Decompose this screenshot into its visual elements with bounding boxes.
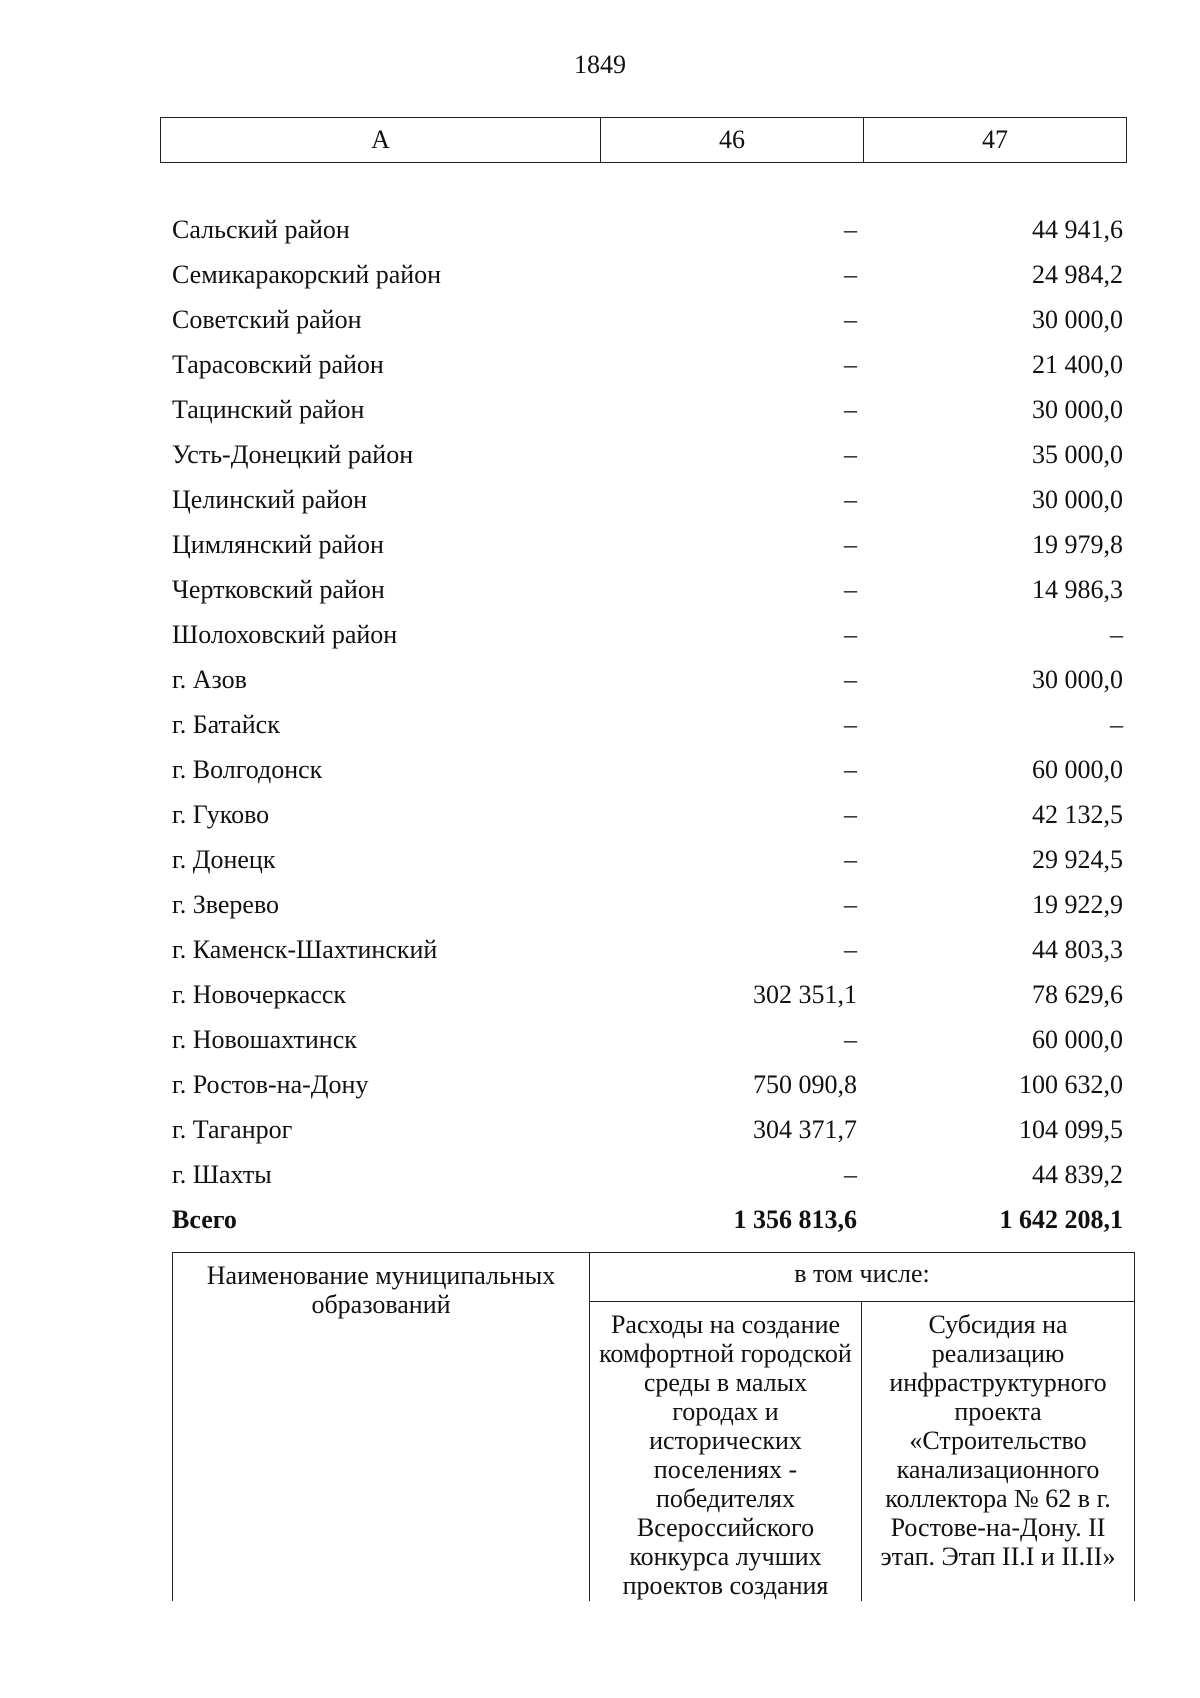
data-rows xyxy=(0,209,1200,1244)
value-col-46: – xyxy=(844,530,857,559)
value-col-46: – xyxy=(844,1025,857,1054)
value-col-47: 1 642 208,1 xyxy=(999,1205,1123,1234)
header-including: в том числе: xyxy=(590,1253,1135,1302)
value-col-46: – xyxy=(844,935,857,964)
value-col-46: – xyxy=(844,440,857,469)
value-col-47: 19 922,9 xyxy=(1032,890,1123,919)
table-row xyxy=(0,1064,1200,1109)
table-row xyxy=(0,299,1200,344)
value-col-46: 750 090,8 xyxy=(753,1070,857,1099)
value-col-47: 44 839,2 xyxy=(1032,1160,1123,1189)
municipality-name: г. Новошахтинск xyxy=(172,1025,357,1054)
value-col-47: 100 632,0 xyxy=(1019,1070,1123,1099)
municipality-name: г. Зверево xyxy=(172,890,280,919)
total-row xyxy=(0,1199,1200,1244)
municipality-name: г. Батайск xyxy=(172,710,280,739)
value-col-47: 30 000,0 xyxy=(1032,395,1123,424)
value-col-47: 35 000,0 xyxy=(1032,440,1123,469)
value-col-46: 302 351,1 xyxy=(753,980,857,1009)
header-col1-text: Расходы на создание комфортной городской среды в малых городах и исторических поселениях - победителях Всероссийского конкурса лучших проектов создания xyxy=(599,1310,852,1601)
table-row xyxy=(0,1109,1200,1154)
value-col-46: – xyxy=(844,575,857,604)
page-number: 1849 xyxy=(574,50,626,79)
value-col-47: 44 803,3 xyxy=(1032,935,1123,964)
table-row xyxy=(0,524,1200,569)
table-row xyxy=(0,209,1200,254)
header-col2-text: Субсидия на реализацию инфраструктурного проекта «Строительство канализационного коллектора № 62 в г. Ростове-на-Дону. II этап. Этап II.I и II.II» xyxy=(880,1310,1116,1572)
header-comfortable-environment-expenses xyxy=(590,1302,862,1601)
value-col-46: – xyxy=(844,1160,857,1189)
repeated-table-header xyxy=(172,1252,1135,1601)
municipality-name: г. Гуково xyxy=(172,800,270,829)
table-row xyxy=(0,479,1200,524)
table-row xyxy=(0,929,1200,974)
table-row xyxy=(0,749,1200,794)
value-col-46: – xyxy=(844,260,857,289)
value-col-47: 44 941,6 xyxy=(1032,215,1123,244)
table-row xyxy=(0,434,1200,479)
value-col-47: 30 000,0 xyxy=(1032,485,1123,514)
value-col-47: 60 000,0 xyxy=(1032,1025,1123,1054)
value-col-47: 104 099,5 xyxy=(1019,1115,1123,1144)
value-col-47: – xyxy=(1110,620,1123,649)
value-col-46: – xyxy=(844,890,857,919)
table-row xyxy=(0,1019,1200,1064)
municipality-name: г. Новочеркасск xyxy=(172,980,347,1009)
municipality-name: г. Донецк xyxy=(172,845,276,874)
municipality-name: г. Каменск-Шахтинский xyxy=(172,935,438,964)
municipality-name: Цимлянский район xyxy=(172,530,384,559)
table-row xyxy=(0,254,1200,299)
value-col-46: – xyxy=(844,395,857,424)
municipality-name: Семикаракорский район xyxy=(172,260,442,289)
value-col-46: – xyxy=(844,350,857,379)
value-col-46: – xyxy=(844,305,857,334)
value-col-47: 19 979,8 xyxy=(1032,530,1123,559)
value-col-47: 42 132,5 xyxy=(1032,800,1123,829)
value-col-47: 30 000,0 xyxy=(1032,305,1123,334)
value-col-47: 30 000,0 xyxy=(1032,665,1123,694)
value-col-47: 78 629,6 xyxy=(1032,980,1123,1009)
table-row xyxy=(0,389,1200,434)
value-col-47: 14 986,3 xyxy=(1032,575,1123,604)
municipality-name: г. Азов xyxy=(172,665,247,694)
value-col-46: 1 356 813,6 xyxy=(733,1205,857,1234)
value-col-46: – xyxy=(844,215,857,244)
value-col-47: 24 984,2 xyxy=(1032,260,1123,289)
table-row xyxy=(0,569,1200,614)
header-municipality-name xyxy=(173,1253,590,1602)
municipality-name: г. Шахты xyxy=(172,1160,272,1189)
table-row xyxy=(0,884,1200,929)
column-header-a: А xyxy=(161,118,601,163)
header-municipality-name-text: Наименование муниципальных образований xyxy=(206,1261,556,1319)
value-col-46: 304 371,7 xyxy=(753,1115,857,1144)
municipality-name: Шолоховский район xyxy=(172,620,398,649)
value-col-47: 29 924,5 xyxy=(1032,845,1123,874)
municipality-name: Целинский район xyxy=(172,485,367,514)
header-infrastructure-subsidy xyxy=(862,1302,1135,1601)
table-row xyxy=(0,659,1200,704)
table-row xyxy=(0,794,1200,839)
value-col-46: – xyxy=(844,665,857,694)
municipality-name: Сальский район xyxy=(172,215,350,244)
municipality-name: Чертковский район xyxy=(172,575,385,604)
value-col-46: – xyxy=(844,755,857,784)
municipality-name: г. Волгодонск xyxy=(172,755,323,784)
municipality-name: Тарасовский район xyxy=(172,350,384,379)
table-row xyxy=(0,614,1200,659)
municipality-name: Советский район xyxy=(172,305,362,334)
value-col-46: – xyxy=(844,845,857,874)
municipality-name: г. Ростов-на-Дону xyxy=(172,1070,369,1099)
table-row xyxy=(0,344,1200,389)
value-col-47: 60 000,0 xyxy=(1032,755,1123,784)
value-col-46: – xyxy=(844,620,857,649)
table-row xyxy=(0,1154,1200,1199)
value-col-46: – xyxy=(844,800,857,829)
municipality-name: Тацинский район xyxy=(172,395,365,424)
column-header-46: 46 xyxy=(601,118,864,163)
table-row xyxy=(0,704,1200,749)
municipality-name: Усть-Донецкий район xyxy=(172,440,414,469)
value-col-47: – xyxy=(1110,710,1123,739)
value-col-46: – xyxy=(844,710,857,739)
municipality-name: Всего xyxy=(172,1205,237,1234)
column-number-header xyxy=(160,117,1127,163)
value-col-46: – xyxy=(844,485,857,514)
column-header-47: 47 xyxy=(864,118,1127,163)
table-row xyxy=(0,974,1200,1019)
municipality-name: г. Таганрог xyxy=(172,1115,293,1144)
table-row xyxy=(0,839,1200,884)
value-col-47: 21 400,0 xyxy=(1032,350,1123,379)
